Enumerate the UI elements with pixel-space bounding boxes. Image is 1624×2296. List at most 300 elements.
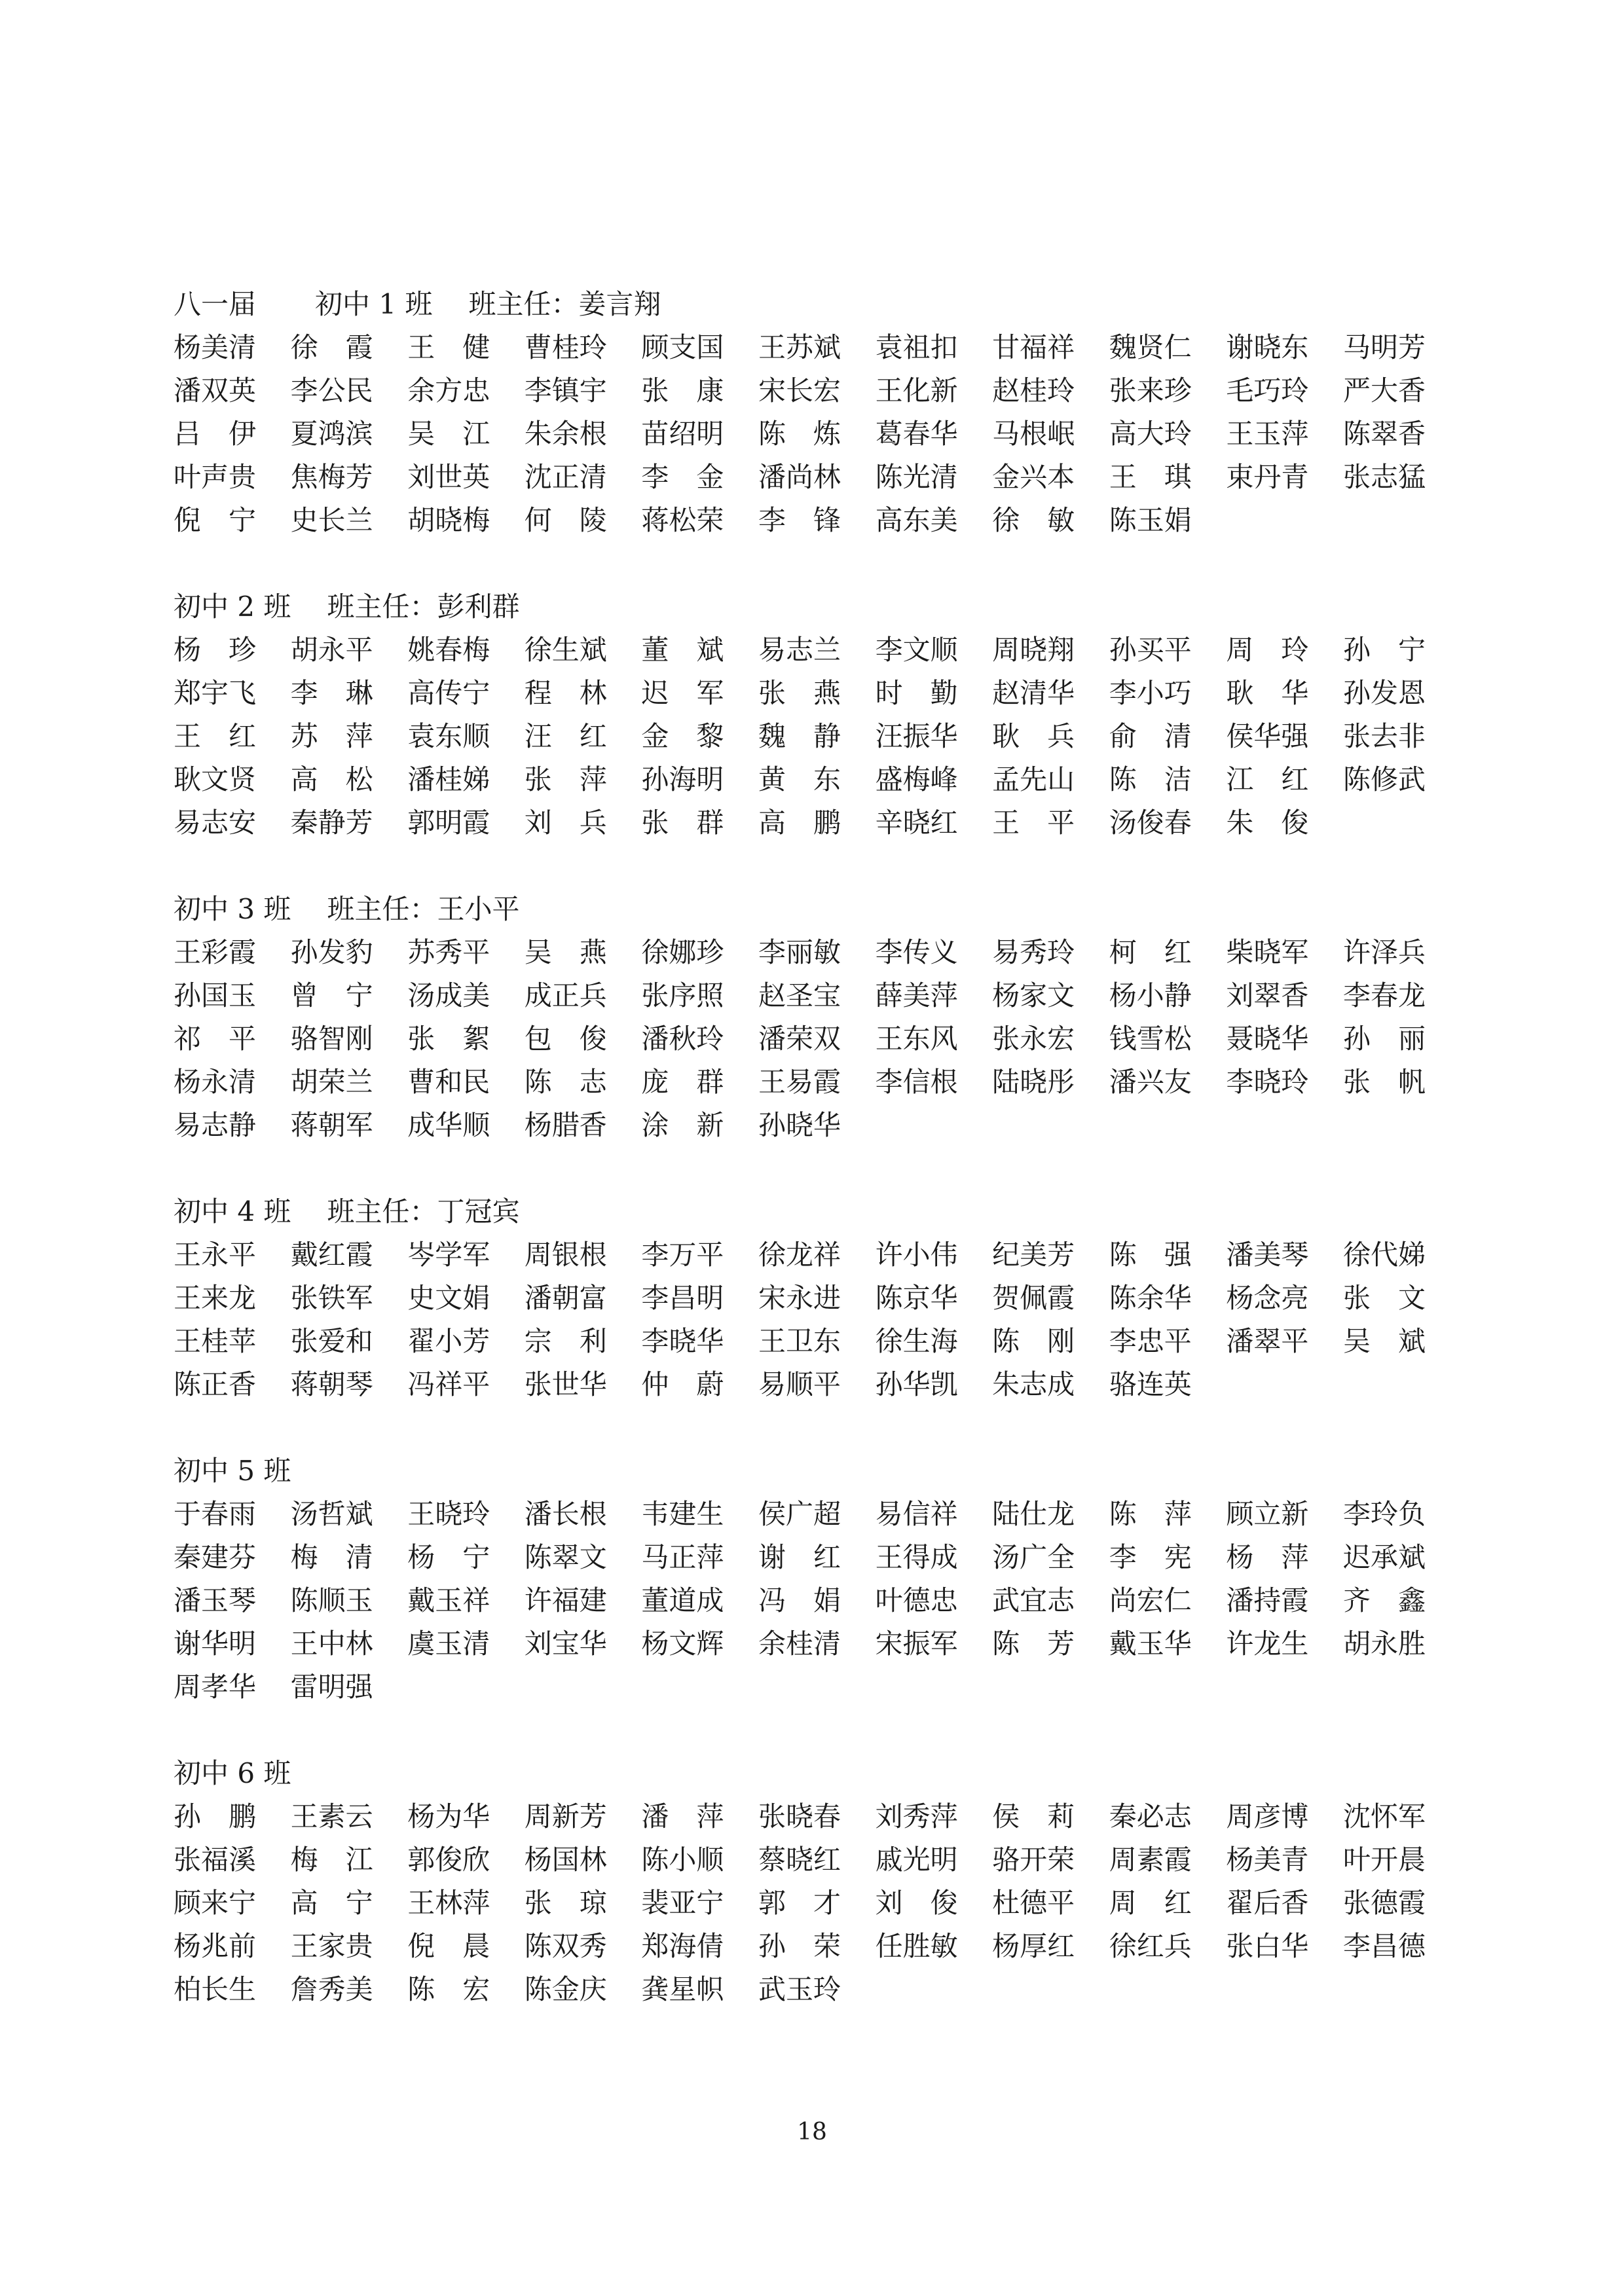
student-name: 谢晓东 [1226,331,1309,363]
student-name: 谢华明 [174,1628,257,1660]
student-name: 王桂苹 [174,1325,257,1357]
student-name: 蒋朝琴 [290,1368,373,1400]
student-name: 黄东 [758,763,868,795]
student-name: 杨萍 [1226,1541,1337,1573]
student-name: 汪红 [524,720,635,752]
class-header [174,1449,1460,1493]
class-header [174,283,1460,326]
student-name: 张永宏 [992,1023,1075,1055]
name-row [174,1363,1460,1406]
student-name: 张去非 [1342,720,1426,752]
name-row [174,1320,1460,1363]
student-name: 蒋朝军 [290,1109,373,1141]
student-name: 焦梅芳 [290,461,373,493]
class-label: 初中 6 班 [174,1757,291,1789]
student-name: 尚宏仁 [1109,1584,1192,1616]
name-row [174,629,1460,672]
student-name: 耿华 [1226,677,1337,709]
student-name: 潘桂娣 [407,763,490,795]
student-name: 王东风 [875,1023,958,1055]
student-name: 余桂清 [758,1628,841,1660]
student-name: 翟小芳 [407,1325,490,1357]
student-name: 聂晓华 [1226,1023,1309,1055]
student-name: 潘萍 [641,1800,752,1832]
student-name: 于春雨 [174,1498,257,1530]
student-name: 李春龙 [1342,979,1426,1011]
student-name: 汤成美 [407,979,490,1011]
student-name: 张萍 [524,763,635,795]
student-name: 胡永平 [290,634,373,666]
student-name: 庞群 [641,1066,752,1098]
student-name: 时勤 [875,677,986,709]
student-name: 吴江 [407,418,518,450]
name-row [174,326,1460,369]
class-section [174,283,1460,542]
student-name: 曹桂玲 [524,331,607,363]
student-name: 倪宁 [174,504,284,536]
student-name: 孙买平 [1109,634,1192,666]
class-section [174,1752,1460,2011]
student-name: 王来龙 [174,1282,257,1314]
student-name: 高鹏 [758,807,868,839]
student-name: 陈强 [1109,1239,1219,1271]
student-name: 徐敏 [992,504,1103,536]
name-row [174,1233,1460,1277]
name-row [174,1493,1460,1536]
student-name: 王苏斌 [758,331,841,363]
student-name: 骆智刚 [290,1023,373,1055]
student-name: 束丹青 [1226,461,1309,493]
student-name: 张白华 [1226,1930,1309,1962]
student-name: 严大香 [1342,374,1426,407]
student-name: 谢红 [758,1541,868,1573]
student-name: 裴亚宁 [641,1887,724,1919]
student-name: 沈怀军 [1342,1800,1426,1832]
student-name: 马明芳 [1342,331,1426,363]
student-name: 吴燕 [524,936,635,968]
student-name: 徐生斌 [524,634,607,666]
student-name: 刘世英 [407,461,490,493]
student-name: 杨珍 [174,634,284,666]
name-row [174,499,1460,542]
student-name: 陈光清 [875,461,958,493]
class-header [174,585,1460,629]
student-name: 许福建 [524,1584,607,1616]
student-name: 张琼 [524,1887,635,1919]
student-name: 董道成 [641,1584,724,1616]
student-name: 易志安 [174,807,257,839]
student-name: 葛春华 [875,418,958,450]
student-name: 汪振华 [875,720,958,752]
student-name: 迟承斌 [1342,1541,1426,1573]
student-name: 曹和民 [407,1066,490,1098]
student-name: 董斌 [641,634,752,666]
student-name: 李忠平 [1109,1325,1192,1357]
student-name: 周彦博 [1226,1800,1309,1832]
name-row [174,931,1460,974]
name-row [174,758,1460,801]
student-name: 张群 [641,807,752,839]
student-name: 易志静 [174,1109,257,1141]
student-name: 侯华强 [1226,720,1309,752]
student-name: 秦静芳 [290,807,373,839]
student-name: 骆开荣 [992,1844,1075,1876]
student-name: 李晓华 [641,1325,724,1357]
student-name: 王中林 [290,1628,373,1660]
student-name: 孙丽 [1342,1023,1453,1055]
student-name: 潘长根 [524,1498,607,1530]
student-name: 苏秀平 [407,936,490,968]
name-row [174,715,1460,758]
student-name: 梅清 [290,1541,401,1573]
student-name: 张世华 [524,1368,607,1400]
student-name: 毛巧玲 [1226,374,1309,407]
student-name: 祁平 [174,1023,284,1055]
class-header [174,1752,1460,1795]
student-name: 陈修武 [1342,763,1426,795]
student-name: 孙华凯 [875,1368,958,1400]
student-name: 赵清华 [992,677,1075,709]
student-name: 陆仕龙 [992,1498,1075,1530]
student-name: 陈正香 [174,1368,257,1400]
name-row [174,801,1460,845]
student-name: 张文 [1342,1282,1453,1314]
student-name: 李昌明 [641,1282,724,1314]
student-name: 易信祥 [875,1498,958,1530]
student-name: 冯娟 [758,1584,868,1616]
student-name: 李昌德 [1342,1930,1426,1962]
student-name: 刘俊 [875,1887,986,1919]
student-name: 陈芳 [992,1628,1103,1660]
student-name: 李公民 [290,374,373,407]
student-name: 潘美琴 [1226,1239,1309,1271]
student-name: 王得成 [875,1541,958,1573]
student-name: 杨为华 [407,1800,490,1832]
student-name: 宋振军 [875,1628,958,1660]
student-name: 王卫东 [758,1325,841,1357]
student-name: 江红 [1226,763,1337,795]
class-header [174,1190,1460,1233]
head-teacher-label: 班主任：姜言翔 [468,288,661,320]
student-name: 许小伟 [875,1239,958,1271]
student-name: 侯广超 [758,1498,841,1530]
class-section [174,888,1460,1147]
student-name: 张德霞 [1342,1887,1426,1919]
student-name: 孙晓华 [758,1109,841,1141]
student-name: 胡永胜 [1342,1628,1426,1660]
student-name: 周银根 [524,1239,607,1271]
student-name: 迟军 [641,677,752,709]
student-name: 苗绍明 [641,418,724,450]
student-name: 李文顺 [875,634,958,666]
student-name: 金兴本 [992,461,1075,493]
student-name: 张晓春 [758,1800,841,1832]
class-header [174,888,1460,931]
student-name: 高大玲 [1109,418,1192,450]
student-name: 潘持霞 [1226,1584,1309,1616]
student-name: 戴红霞 [290,1239,373,1271]
student-name: 郭才 [758,1887,868,1919]
student-name: 杨宁 [407,1541,518,1573]
student-name: 陈玉娟 [1109,504,1192,536]
student-name: 李锋 [758,504,868,536]
student-name: 雷明强 [290,1671,373,1703]
student-name: 陈双秀 [524,1930,607,1962]
student-name: 仲蔚 [641,1368,752,1400]
student-name: 杨美清 [174,331,257,363]
name-row [174,1795,1460,1838]
name-row [174,974,1460,1017]
name-row [174,1666,1460,1709]
name-row [174,1882,1460,1925]
student-name: 程林 [524,677,635,709]
student-name: 杨兆前 [174,1930,257,1962]
student-name: 齐鑫 [1342,1584,1453,1616]
student-name: 曾宁 [290,979,401,1011]
student-name: 冯祥平 [407,1368,490,1400]
student-name: 汤哲斌 [290,1498,373,1530]
student-name: 胡荣兰 [290,1066,373,1098]
student-name: 戴玉华 [1109,1628,1192,1660]
student-name: 孙发恩 [1342,677,1426,709]
student-name: 叶声贵 [174,461,257,493]
student-name: 沈正清 [524,461,607,493]
head-teacher-label: 班主任：王小平 [327,893,520,925]
student-name: 柯红 [1109,936,1219,968]
student-name: 孙国玉 [174,979,257,1011]
student-name: 袁东顺 [407,720,490,752]
student-name: 徐代娣 [1342,1239,1426,1271]
student-name: 郭明霞 [407,807,490,839]
student-name: 高松 [290,763,401,795]
student-name: 秦必志 [1109,1800,1192,1832]
student-name: 陈洁 [1109,763,1219,795]
student-name: 宗利 [524,1325,635,1357]
student-name: 柴晓军 [1226,936,1309,968]
student-name: 张帆 [1342,1066,1453,1098]
student-name: 王素云 [290,1800,373,1832]
student-name: 郑海倩 [641,1930,724,1962]
student-name: 史长兰 [290,504,373,536]
student-name: 陈京华 [875,1282,958,1314]
student-name: 薛美萍 [875,979,958,1011]
student-name: 陈翠香 [1342,418,1426,450]
student-name: 王玉萍 [1226,418,1309,450]
student-name: 徐霞 [290,331,401,363]
class-label: 初中 5 班 [174,1455,291,1487]
student-name: 成正兵 [524,979,607,1011]
student-name: 潘玉琴 [174,1584,257,1616]
student-name: 成华顺 [407,1109,490,1141]
student-name: 顾来宁 [174,1887,257,1919]
head-teacher-label: 班主任：彭利群 [327,591,520,623]
student-name: 杨文辉 [641,1628,724,1660]
student-name: 宋长宏 [758,374,841,407]
student-name: 纪美芳 [992,1239,1075,1271]
student-name: 俞清 [1109,720,1219,752]
name-row [174,1277,1460,1320]
student-name: 王家贵 [290,1930,373,1962]
student-name: 叶德忠 [875,1584,958,1616]
student-name: 汤俊春 [1109,807,1192,839]
student-name: 张铁军 [290,1282,373,1314]
student-name: 杨美青 [1226,1844,1309,1876]
student-name: 袁祖扣 [875,331,958,363]
student-name: 陈炼 [758,418,868,450]
class-label: 初中 1 班 [315,288,433,320]
student-name: 朱志成 [992,1368,1075,1400]
student-name: 张福溪 [174,1844,257,1876]
student-name: 顾支国 [641,331,724,363]
student-name: 杨小静 [1109,979,1192,1011]
student-name: 陈翠文 [524,1541,607,1573]
student-name: 辛晓红 [875,807,958,839]
student-name: 李丽敏 [758,936,841,968]
student-name: 孙鹏 [174,1800,284,1832]
class-section [174,1190,1460,1406]
name-row [174,1925,1460,1968]
student-name: 李宪 [1109,1541,1219,1573]
student-name: 岑学军 [407,1239,490,1271]
student-name: 高东美 [875,504,958,536]
student-name: 刘宝华 [524,1628,607,1660]
student-name: 夏鸿滨 [290,418,373,450]
student-name: 李信根 [875,1066,958,1098]
student-name: 吕伊 [174,418,284,450]
student-name: 潘兴友 [1109,1066,1192,1098]
student-name: 王化新 [875,374,958,407]
student-name: 戴玉祥 [407,1584,490,1616]
name-row [174,1104,1460,1147]
student-name: 李传义 [875,936,958,968]
student-name: 朱俊 [1226,807,1337,839]
student-name: 王健 [407,331,518,363]
student-name: 翟后香 [1226,1887,1309,1919]
student-name: 陈志 [524,1066,635,1098]
student-name: 秦建芬 [174,1541,257,1573]
student-name: 包俊 [524,1023,635,1055]
student-name: 王林萍 [407,1887,490,1919]
name-row [174,1968,1460,2011]
student-name: 杨国林 [524,1844,607,1876]
name-row [174,1579,1460,1622]
student-name: 余方忠 [407,374,490,407]
student-name: 潘秋玲 [641,1023,724,1055]
student-name: 史文娟 [407,1282,490,1314]
student-name: 蒋松荣 [641,504,724,536]
name-row [174,1017,1460,1061]
student-name: 许龙生 [1226,1628,1309,1660]
student-name: 詹秀美 [290,1973,373,2005]
name-row [174,1622,1460,1666]
student-name: 杨永清 [174,1066,257,1098]
student-name: 王红 [174,720,284,752]
student-name: 甘福祥 [992,331,1075,363]
student-name: 陈小顺 [641,1844,724,1876]
class-label: 初中 4 班 [174,1195,291,1228]
student-name: 孙发豹 [290,936,373,968]
student-name: 周晓翔 [992,634,1075,666]
student-name: 刘翠香 [1226,979,1309,1011]
student-name: 耿兵 [992,720,1103,752]
student-name: 徐娜珍 [641,936,724,968]
class-label: 初中 3 班 [174,893,291,925]
student-name: 姚春梅 [407,634,490,666]
student-name: 徐生海 [875,1325,958,1357]
student-name: 马正萍 [641,1541,724,1573]
student-name: 王彩霞 [174,936,257,968]
student-name: 周新芳 [524,1800,607,1832]
student-name: 李镇宇 [524,374,607,407]
student-name: 王琪 [1109,461,1219,493]
student-name: 武玉玲 [758,1973,841,2005]
student-name: 李琳 [290,677,401,709]
student-name: 骆连英 [1109,1368,1192,1400]
student-name: 韦建生 [641,1498,724,1530]
student-name: 陆晓彤 [992,1066,1075,1098]
student-name: 易志兰 [758,634,841,666]
name-row [174,1536,1460,1579]
student-name: 许泽兵 [1342,936,1426,968]
student-name: 张爱和 [290,1325,373,1357]
name-row [174,412,1460,456]
student-name: 叶开晨 [1342,1844,1426,1876]
student-name: 虞玉清 [407,1628,490,1660]
head-teacher-label: 班主任：丁冠宾 [327,1195,520,1228]
student-name: 潘翠平 [1226,1325,1309,1357]
student-name: 高传宁 [407,677,490,709]
class-label: 初中 2 班 [174,591,291,623]
student-name: 李万平 [641,1239,724,1271]
student-name: 潘荣双 [758,1023,841,1055]
student-name: 任胜敏 [875,1930,958,1962]
student-name: 周孝华 [174,1671,257,1703]
student-name: 金黎 [641,720,752,752]
student-name: 魏静 [758,720,868,752]
student-name: 盛梅峰 [875,763,958,795]
student-name: 贺佩霞 [992,1282,1075,1314]
student-name: 杨腊香 [524,1109,607,1141]
student-name: 梅江 [290,1844,401,1876]
student-name: 杨家文 [992,979,1075,1011]
name-row [174,1838,1460,1882]
student-name: 陈刚 [992,1325,1103,1357]
student-name: 耿文贤 [174,763,257,795]
student-name: 杨念亮 [1226,1282,1309,1314]
student-name: 戚光明 [875,1844,958,1876]
name-row [174,369,1460,412]
student-name: 高宁 [290,1887,401,1919]
student-name: 陈顺玉 [290,1584,373,1616]
student-name: 孟先山 [992,763,1075,795]
student-name: 刘秀萍 [875,1800,958,1832]
student-name: 王晓玲 [407,1498,490,1530]
student-name: 周玲 [1226,634,1337,666]
student-name: 张来珍 [1109,374,1192,407]
student-name: 郭俊欣 [407,1844,490,1876]
student-name: 汤广全 [992,1541,1075,1573]
student-name: 倪晨 [407,1930,518,1962]
student-name: 陈宏 [407,1973,518,2005]
student-name: 易顺平 [758,1368,841,1400]
student-name: 武宜志 [992,1584,1075,1616]
student-name: 徐红兵 [1109,1930,1192,1962]
student-name: 孙宁 [1342,634,1453,666]
student-name: 潘双英 [174,374,257,407]
student-name: 潘朝富 [524,1282,607,1314]
student-name: 张燕 [758,677,868,709]
student-name: 何陵 [524,504,635,536]
